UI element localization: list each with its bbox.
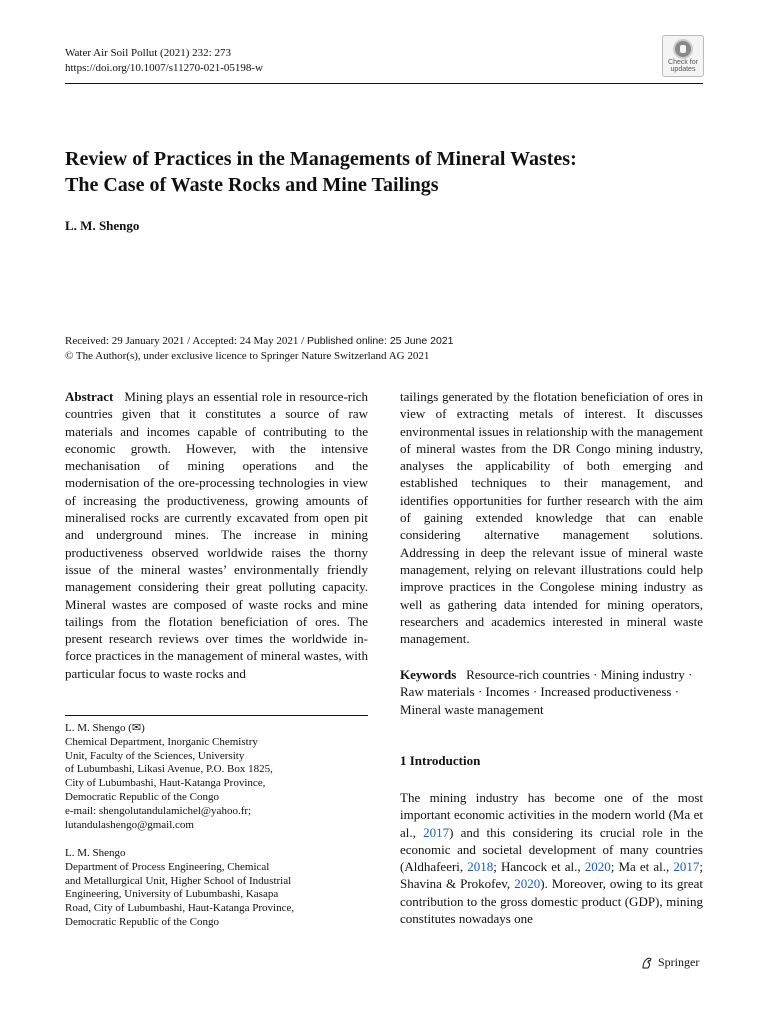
publisher-name: Springer <box>658 955 700 969</box>
affiliation-line: and Metallurgical Unit, Higher School of Industrial <box>65 874 292 887</box>
header-divider <box>65 83 703 84</box>
check-for-updates-badge[interactable] <box>662 35 704 77</box>
keywords-label: Keywords <box>400 667 457 682</box>
journal-citation: Water Air Soil Pollut (2021) 232: 273 <box>65 47 231 59</box>
affiliation-2 <box>65 847 368 930</box>
section-heading-introduction: 1 Introduction <box>400 753 481 768</box>
affiliation-1 <box>65 722 368 832</box>
copyright: © The Author(s), under exclusive licence to Springer Nature Switzerland AG 2021 <box>65 350 430 362</box>
article-dates <box>65 334 454 364</box>
keywords-block <box>400 666 703 718</box>
abstract-right <box>400 388 703 647</box>
intro-text: The mining industry has become one of the most important economic activities in the modern world (Ma et al., <box>400 790 703 840</box>
citation-link[interactable]: 2018 <box>467 859 494 875</box>
publisher-footer <box>640 955 699 970</box>
citation-link[interactable]: 2020 <box>584 859 611 875</box>
affiliation-line: Democratic Republic of the Congo <box>65 915 219 928</box>
affiliation-line: Democratic Republic of the Congo <box>65 790 219 803</box>
affiliation-author: L. M. Shengo (✉) <box>65 722 145 734</box>
doi-link[interactable]: https://doi.org/10.1007/s11270-021-05198-w <box>65 62 263 74</box>
citation-link[interactable]: 2017 <box>673 859 700 875</box>
bookmark-icon <box>673 39 693 59</box>
affiliation-line: Department of Process Engineering, Chemical <box>65 860 270 873</box>
citation-link[interactable]: 2020 <box>514 876 541 892</box>
affiliation-divider <box>65 715 368 716</box>
affiliation-line: Chemical Department, Inorganic Chemistry <box>65 735 258 748</box>
title-line-2: The Case of Waste Rocks and Mine Tailings <box>65 174 439 196</box>
author-name: L. M. Shengo <box>65 218 140 233</box>
affiliation-line: Road, City of Lubumbashi, Haut-Katanga Province, <box>65 902 295 915</box>
intro-text: ; Hancock et al., <box>493 859 585 875</box>
email-line[interactable]: e-mail: shengolutandulamichel@yahoo.fr; <box>65 804 252 817</box>
affiliation-line: City of Lubumbashi, Haut-Katanga Province, <box>65 777 266 790</box>
email-line[interactable]: lutandulashengo@gmail.com <box>65 818 194 831</box>
intro-text: ; Shavina & Prokofev, <box>400 859 703 892</box>
article-title <box>65 146 705 198</box>
introduction-paragraph <box>400 789 703 927</box>
check-updates-text-2: updates <box>670 66 696 73</box>
citation-link[interactable]: 2017 <box>423 824 450 840</box>
abstract-text-right: tailings generated by the flotation beneficiation of ores in view of extracting metals of interest. It discusses environmental issues in relationship with the management of mineral wastes from the DR Congo mining industry, analyses the applicability of both emerging and established techniques to their management, and identifies opportunities for further research with the aim of gaining extended knowledge that can enable considering alternative management solutions. Addressing in deep the relevant issue of mineral waste management, relying on relevant illustrations could help improve practices in the Congolese mining industry as well as gathering data intended for mining operators, researchers and academics interested in mineral waste management. <box>400 389 703 647</box>
intro-text: ) and this considering its crucial role in the economic and societal development of many countries (Aldhafeeri, <box>400 824 703 875</box>
check-updates-text-1: Check for <box>668 59 698 66</box>
affiliation-line: of Lubumbashi, Likasi Avenue, P.O. Box 1825, <box>65 763 273 776</box>
abstract-label: Abstract <box>65 389 114 404</box>
title-line-1: Review of Practices in the Managements of Mineral Wastes: <box>65 148 577 170</box>
abstract-text-left: Mining plays an essential role in resource-rich countries given that it constitutes a source of raw materials and incomes capable of contributing to the economic growth. However, with the intensive mechanisation of mining operations and the modernisation of the ore-processing technologies in view of increasing the productiveness, growing amounts of mineralised rocks are currently excavated from open pit and underground mines. The increase in mining productiveness observed worldwide raises the thorny issue of the mineral wastes’ environmentally friendly management considering their great polluting capacity. Mineral wastes are composed of waste rocks and mine tailings from the flotation beneficiation of ores. The present research reviews over times the worldwide in-force practices in the management of mineral wastes, with particular focus to waste rocks and <box>65 389 368 681</box>
received-accepted: Received: 29 January 2021 / Accepted: 24 May 2021 / <box>65 335 307 347</box>
keywords-text: Resource-rich countries · Mining industry · Raw materials · Incomes · Increased productiveness · Mineral waste management <box>400 667 693 717</box>
intro-text: ). Moreover, owing to its great contribution to the gross domestic product (GDP), mining constitutes nowadays one <box>400 876 703 927</box>
published-online: Published online: 25 June 2021 <box>306 335 454 347</box>
affiliation-line: Engineering, University of Lubumbashi, Kasapa <box>65 888 279 901</box>
affiliation-author: L. M. Shengo <box>65 847 126 859</box>
abstract-left <box>65 388 368 682</box>
intro-text: ; Ma et al., <box>610 859 674 875</box>
affiliation-line: Unit, Faculty of the Sciences, University <box>65 749 245 762</box>
springer-horse-icon <box>640 956 654 970</box>
journal-header <box>65 46 263 76</box>
